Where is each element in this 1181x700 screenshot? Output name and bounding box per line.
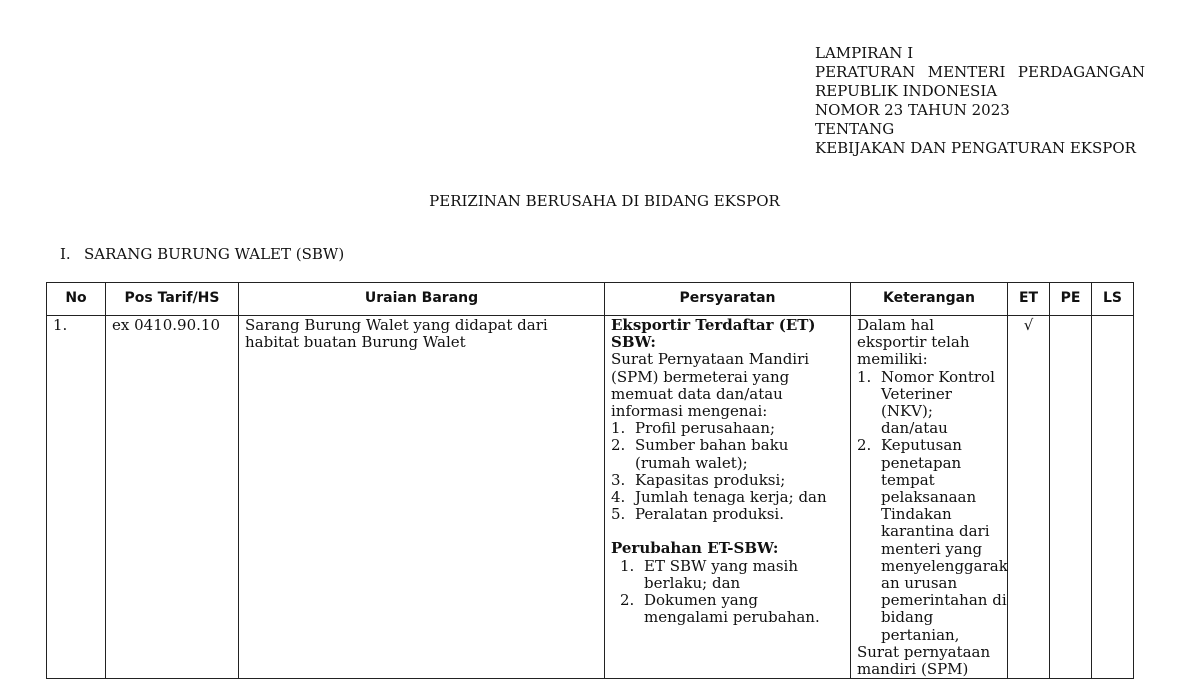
header-et: ET (1008, 283, 1050, 316)
list-text: Keputusan penetapan tempat pelaksanaan Tindakan karantina dari menteri yang menyelenggarak an urusan pemerintahan di bidang pertanian, (881, 436, 1008, 644)
document-header (815, 44, 1145, 158)
cell-persyaratan (605, 316, 851, 679)
list-text: Peralatan produksi. (635, 505, 784, 524)
persyaratan-heading-perubahan: Perubahan ET-SBW: (611, 539, 779, 558)
list-number: 5. (611, 505, 626, 524)
keterangan-tail: Surat pernyataan mandiri (SPM) (857, 642, 991, 679)
menteri-word: MENTERI (927, 63, 1006, 81)
cell-et (1008, 316, 1050, 679)
list-number: 1. (857, 367, 872, 386)
list-text: Profil perusahaan; (635, 419, 776, 438)
table-row (47, 316, 1134, 679)
persyaratan-intro: Surat Pernyataan Mandiri (SPM) bermeterai yang memuat data dan/atau informasi mengenai: (611, 350, 810, 421)
list-item (611, 506, 844, 523)
cell-pe (1050, 316, 1092, 679)
list-number: 4. (611, 488, 626, 507)
header-persyaratan: Persyaratan (605, 283, 851, 316)
list-item (611, 558, 844, 592)
perizinan-table (46, 282, 1134, 679)
kebijakan-line: KEBIJAKAN DAN PENGATURAN EKSPOR (815, 139, 1136, 157)
list-text: Nomor Kontrol Veteriner (NKV); dan/atau (881, 367, 995, 438)
perdagangan-word: PERDAGANGAN (1017, 63, 1145, 81)
header-no: No (47, 283, 106, 316)
list-item (611, 472, 844, 489)
cell-pos-tarif: ex 0410.90.10 (106, 316, 239, 679)
section-title: SARANG BURUNG WALET (SBW) (84, 245, 345, 263)
list-text: Kapasitas produksi; (635, 470, 786, 489)
peraturan-word: PERATURAN (815, 63, 916, 81)
header-pe: PE (1050, 283, 1092, 316)
list-item (857, 369, 1001, 438)
spacer (611, 523, 844, 540)
cell-ls (1092, 316, 1134, 679)
header-ls: LS (1092, 283, 1134, 316)
list-text: Sumber bahan baku (rumah walet); (635, 436, 789, 472)
tentang-line: TENTANG (815, 120, 895, 138)
perubahan-list (611, 558, 844, 627)
page-title: PERIZINAN BERUSAHA DI BIDANG EKSPOR (429, 192, 780, 210)
list-item (611, 437, 844, 471)
persyaratan-list (611, 420, 844, 523)
list-number: 2. (611, 436, 626, 455)
list-number: 2. (857, 436, 872, 455)
list-item (611, 592, 844, 626)
cell-no: 1. (47, 316, 106, 679)
keterangan-list (857, 367, 1008, 644)
keterangan-intro: Dalam hal eksportir telah memiliki: (857, 316, 970, 369)
section-number: I. (60, 245, 71, 263)
header-keterangan: Keterangan (851, 283, 1008, 316)
list-item (857, 436, 1008, 644)
list-item (611, 489, 844, 506)
list-item (611, 420, 844, 437)
list-number: 3. (611, 470, 626, 489)
republik-line: REPUBLIK INDONESIA (815, 82, 998, 100)
nomor-line: NOMOR 23 TAHUN 2023 (815, 101, 1010, 119)
list-text: ET SBW yang masih berlaku; dan (644, 556, 798, 592)
list-text: Jumlah tenaga kerja; dan (635, 488, 827, 507)
list-number: 1. (620, 556, 635, 575)
header-pos-tarif: Pos Tarif/HS (106, 283, 239, 316)
list-number: 1. (611, 419, 626, 438)
cell-keterangan (851, 316, 1008, 679)
list-text: Dokumen yang mengalami perubahan. (644, 591, 820, 627)
header-uraian: Uraian Barang (239, 283, 605, 316)
peraturan-line (815, 63, 1145, 82)
cell-uraian: Sarang Burung Walet yang didapat dari habitat buatan Burung Walet (239, 316, 605, 679)
persyaratan-heading-et: Eksportir Terdaftar (ET) SBW: (611, 316, 816, 352)
checkmark-icon: √ (1023, 316, 1034, 334)
list-number: 2. (620, 591, 635, 610)
lampiran-label: LAMPIRAN I (815, 44, 914, 62)
section-heading (60, 246, 344, 263)
table-header-row (47, 283, 1134, 316)
